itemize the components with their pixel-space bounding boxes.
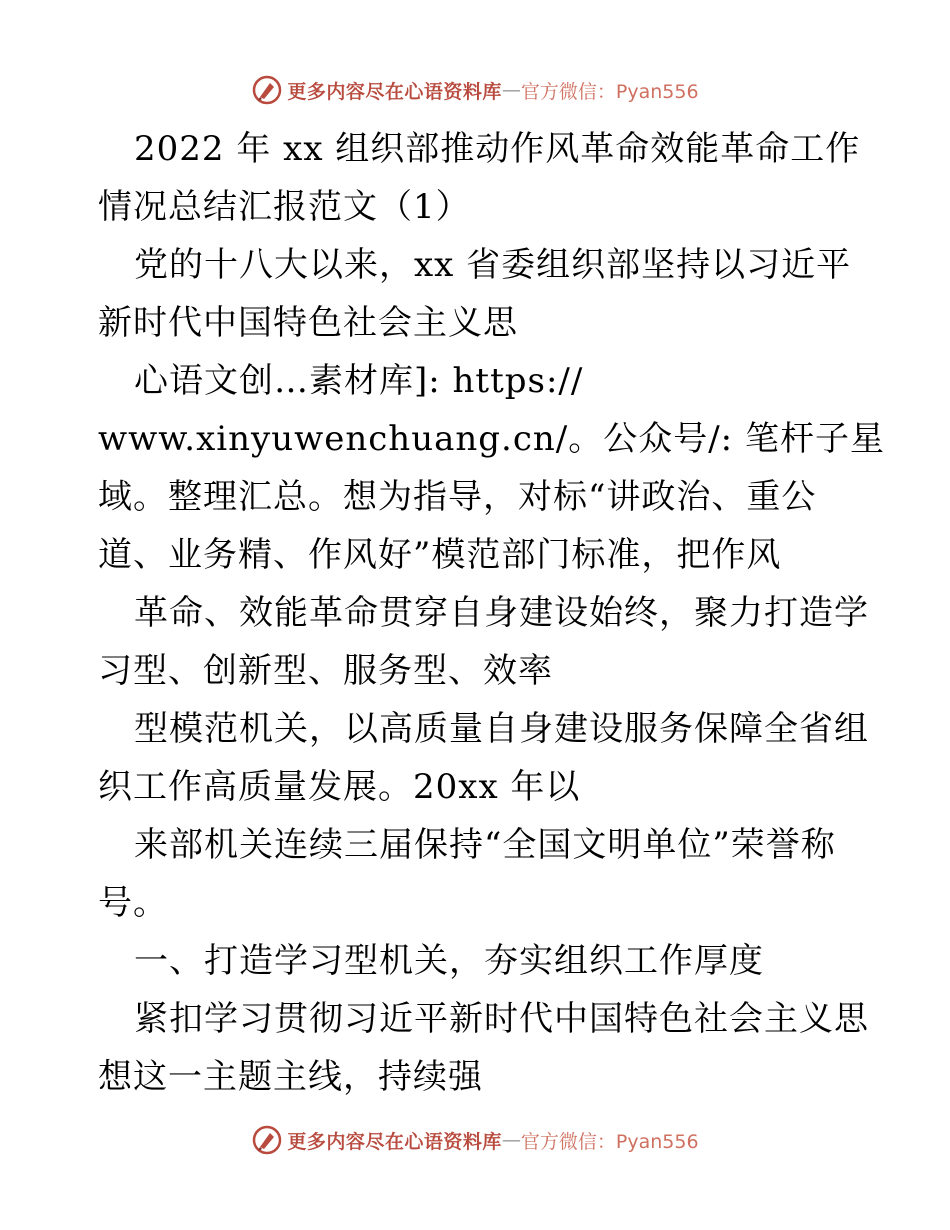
header-text: 更多内容尽在心语资料库 [287, 80, 502, 103]
footer-banner [0, 1120, 950, 1160]
paragraph-line: 紧扣学习贯彻习近平新时代中国特色社会主义思 [134, 999, 869, 1039]
footer-wechat: 官方微信：Pyan556 [520, 1130, 699, 1153]
footer-dash: — [501, 1129, 521, 1151]
paragraph-line: 想这一主题主线，持续强 [98, 1057, 483, 1097]
paragraph-line: 习型、创新型、服务型、效率 [98, 651, 553, 691]
paragraph-line: 域。整理汇总。想为指导，对标“讲政治、重公 [98, 477, 817, 517]
paragraph-line: 来部机关连续三届保持“全国文明单位”荣誉称 [134, 825, 836, 865]
paragraph-line: 织工作高质量发展。20xx 年以 [98, 767, 581, 807]
paragraph-line: 型模范机关，以高质量自身建设服务保障全省组 [134, 709, 869, 749]
pen-nib-logo-icon [251, 1124, 283, 1156]
paragraph-line: 党的十八大以来，xx 省委组织部坚持以习近平 [134, 245, 852, 285]
title-line-1: 2022 年 xx 组织部推动作风革命效能革命工作 [134, 129, 861, 169]
paragraph-line: 号。 [98, 883, 168, 923]
title-line-2: 情况总结汇报范文（1） [98, 187, 471, 227]
header-wechat: 官方微信：Pyan556 [520, 80, 699, 103]
header-dash: — [501, 79, 521, 101]
paragraph-line: www.xinyuwenchuang.cn/。公众号/: 笔杆子星 [98, 419, 885, 459]
pen-nib-logo-icon [251, 74, 283, 106]
paragraph-line: 心语文创…素材库]: https:// [134, 361, 584, 401]
footer-text: 更多内容尽在心语资料库 [287, 1130, 502, 1153]
paragraph-line: 道、业务精、作风好”模范部门标准，把作风 [98, 535, 782, 575]
paragraph-line: 新时代中国特色社会主义思 [98, 303, 518, 343]
paragraph-line: 革命、效能革命贯穿自身建设始终，聚力打造学 [134, 593, 869, 633]
header-banner [0, 70, 950, 110]
section-heading: 一、打造学习型机关，夯实组织工作厚度 [134, 941, 764, 981]
document-body [98, 120, 885, 1106]
